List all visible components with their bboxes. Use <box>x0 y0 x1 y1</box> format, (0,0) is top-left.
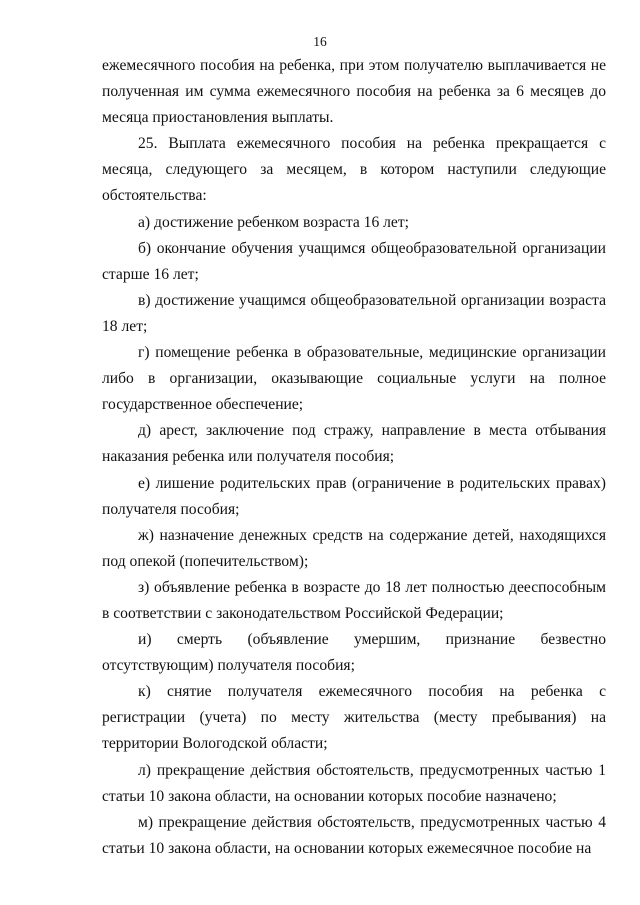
list-item-l: л) прекращение действия обстоятельств, предусмотренных частью 1 статьи 10 закона области, на основании которых пособие назначено; <box>102 761 606 805</box>
paragraph-clause-25: 25. Выплата ежемесячного пособия на ребенка прекращается с месяца, следующего за месяцем, в котором наступили следующие обстоятельства: <box>102 135 606 205</box>
list-item-d: д) арест, заключение под стражу, направление в места отбывания наказания ребенка или получателя пособия; <box>102 422 606 466</box>
list-item-i: и) смерть (объявление умершим, признание безвестно отсутствующим) получателя пособия; <box>102 631 606 675</box>
list-item-e: е) лишение родительских прав (ограничение в родительских правах) получателя пособия; <box>102 474 606 518</box>
list-item-g: г) помещение ребенка в образовательные, медицинские организации либо в организации, оказывающие социальные услуги на полное государственное обеспечение; <box>102 344 606 414</box>
list-item-zh: ж) назначение денежных средств на содержание детей, находящихся под опекой (попечительством); <box>102 526 606 570</box>
list-item-k: к) снятие получателя ежемесячного пособия на ребенка с регистрации (учета) по месту жительства (месту пребывания) на территории Вологодской области; <box>102 683 606 753</box>
list-item-v: в) достижение учащимся общеобразовательной организации возраста 18 лет; <box>102 291 606 335</box>
list-item-m: м) прекращение действия обстоятельств, предусмотренных частью 4 статьи 10 закона области, на основании которых ежемесячное пособие на <box>102 813 606 857</box>
list-item-a: а) достижение ребенком возраста 16 лет; <box>138 213 409 231</box>
list-item-z: з) объявление ребенка в возрасте до 18 лет полностью дееспособным в соответствии с законодательством Российской Федерации; <box>102 578 606 622</box>
list-item-b: б) окончание обучения учащимся общеобразовательной организации старше 16 лет; <box>102 239 606 283</box>
document-body <box>102 53 606 862</box>
page-number: 16 <box>313 34 327 49</box>
paragraph-continuation: ежемесячного пособия на ребенка, при этом получателю выплачивается не полученная им сумма ежемесячного пособия на ребенка за 6 месяцев до месяца приостановления выплаты. <box>102 57 606 127</box>
